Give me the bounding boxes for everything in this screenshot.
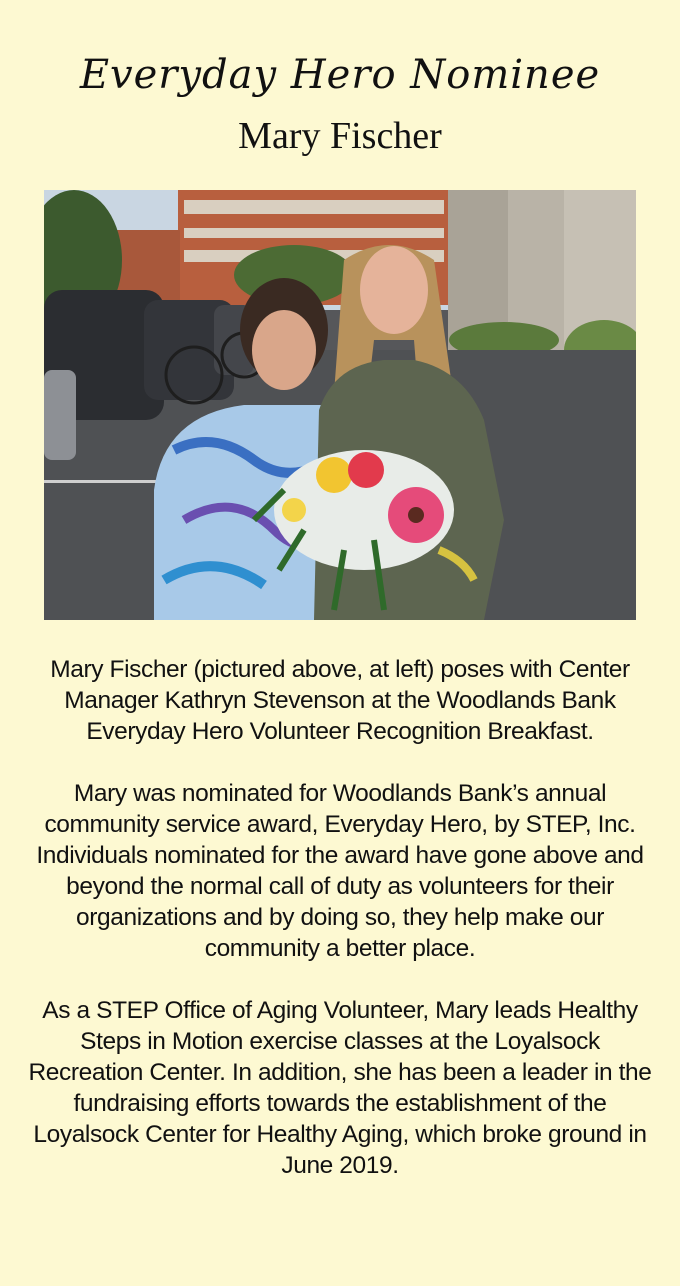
nominee-name: Mary Fischer <box>238 115 442 157</box>
page-title: Everyday Hero Nominee <box>79 52 601 98</box>
paragraph-2: Mary was nominated for Woodlands Bank’s annual community service award, Everyday Hero, by STEP, Inc. Individuals nominated for the award have gone above and beyond the normal call of duty as volunteers for their organizations and by doing so, they help make our community a better place. <box>36 780 644 962</box>
paragraph-3: As a STEP Office of Aging Volunteer, Mary leads Healthy Steps in Motion exercise classes at the Loyalsock Recreation Center. In addition, she has been a leader in the fundraising efforts towards the establishment of the Loyalsock Center for Healthy Aging, which broke ground in June 2019. <box>28 997 652 1179</box>
paragraph-1: Mary Fischer (pictured above, at left) poses with Center Manager Kathryn Stevenson at the Woodlands Bank Everyday Hero Volunteer Recognition Breakfast. <box>50 656 630 745</box>
nominee-photo <box>44 190 636 620</box>
article-body <box>20 654 660 1212</box>
